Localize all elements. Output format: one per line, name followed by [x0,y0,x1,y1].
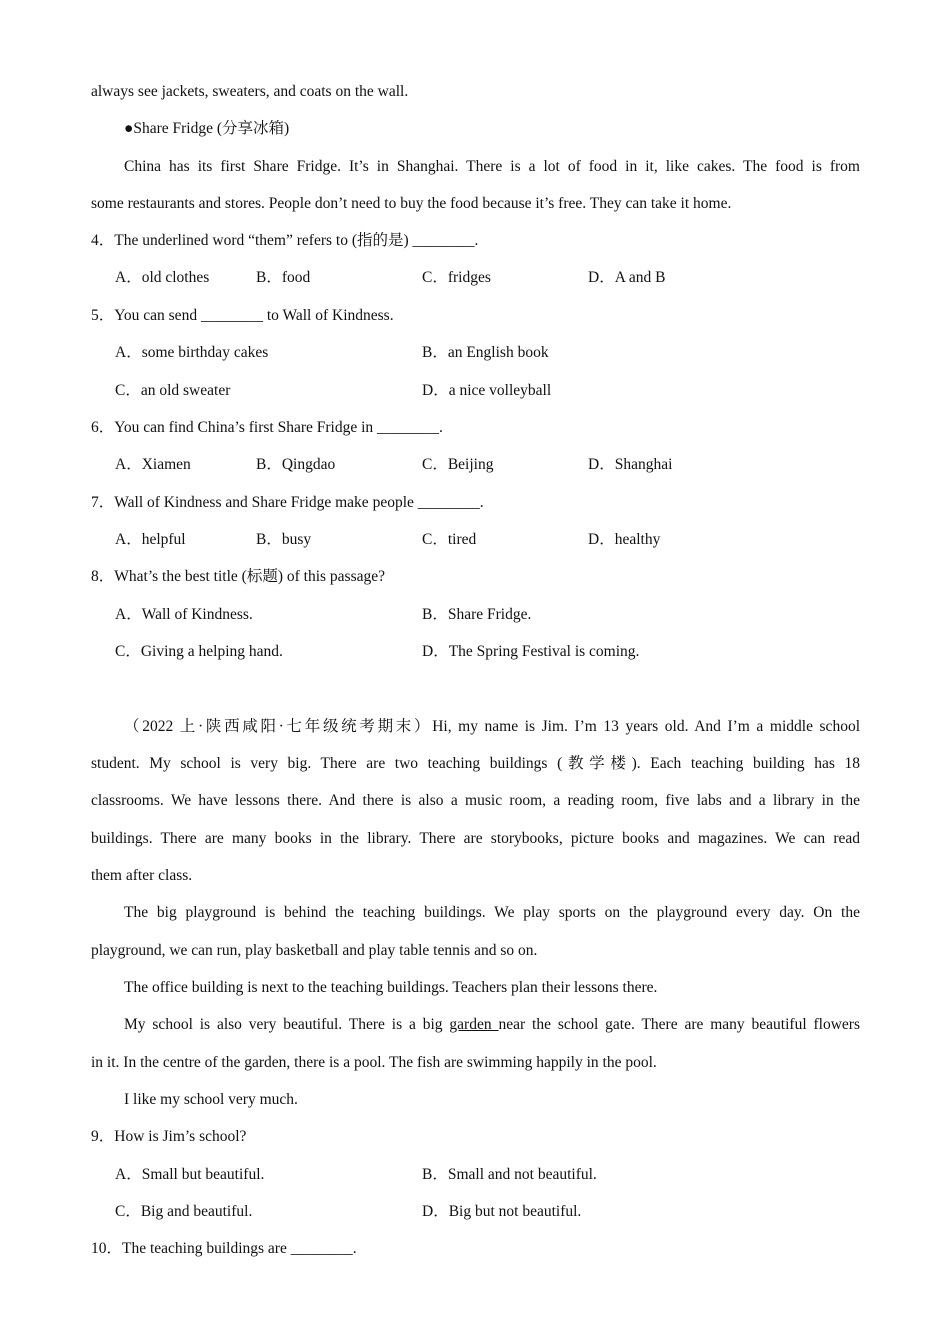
text-line: The office building is next to the teaching buildings. Teachers plan their lessons there. [124,979,658,996]
option: A．Wall of Kindness. [115,606,253,623]
text-span: near the school gate. There are many beautiful flowers [498,1016,860,1033]
option: A．some birthday cakes [115,344,269,361]
text-span: My school is also very beautiful. There is a big [124,1016,450,1033]
option: B．Share Fridge. [422,606,532,623]
question-stem: 10．The teaching buildings are ________. [91,1240,357,1257]
text-line: The big playground is behind the teaching buildings. We play sports on the playground every day. On the [124,904,860,921]
option: A．Small but beautiful. [115,1166,265,1183]
option: D．a nice volleyball [422,382,552,399]
question-stem: 5．You can send ________ to Wall of Kindness. [91,307,394,324]
text-line: some restaurants and stores. People don’t need to buy the food because it’s free. They can take it home. [91,195,732,212]
text-line: in it. In the centre of the garden, there is a pool. The fish are swimming happily in the pool. [91,1054,657,1071]
text-line: China has its first Share Fridge. It’s in Shanghai. There is a lot of food in it, like cakes. The food is from [124,158,860,175]
option: C．fridges [422,269,491,286]
option: B．Qingdao [256,456,336,473]
text-line: I like my school very much. [124,1091,298,1108]
option: A．old clothes [115,269,210,286]
text-line: always see jackets, sweaters, and coats on the wall. [91,83,409,100]
text-line: （2022 上·陕西咸阳·七年级统考期末）Hi, my name is Jim. I’m 13 years old. And I’m a middle school [124,718,860,735]
question-stem: 7．Wall of Kindness and Share Fridge make people ________. [91,494,484,511]
option: B．an English book [422,344,549,361]
option: D．A and B [588,269,666,286]
text-line: buildings. There are many books in the library. There are storybooks, picture books and magazines. We can read [91,830,860,847]
option: C．Big and beautiful. [115,1203,253,1220]
option: C．Giving a helping hand. [115,643,283,660]
question-stem: 4．The underlined word “them” refers to (指的是) ________. [91,232,479,249]
option: D．Big but not beautiful. [422,1203,582,1220]
underlined-word: garden [449,1016,499,1033]
section-heading: ●Share Fridge (分享冰箱) [124,120,290,137]
text-line: playground, we can run, play basketball and play table tennis and so on. [91,942,538,959]
option: A．Xiamen [115,456,191,473]
option: C．Beijing [422,456,494,473]
question-stem: 9．How is Jim’s school? [91,1128,247,1145]
option: D．Shanghai [588,456,673,473]
option: B．Small and not beautiful. [422,1166,597,1183]
text-line [124,1015,860,1035]
option: B．food [256,269,311,286]
question-stem: 8．What’s the best title (标题) of this passage? [91,568,386,585]
text-line: classrooms. We have lessons there. And there is also a music room, a reading room, five labs and a library in the [91,792,860,809]
option: D．healthy [588,531,661,548]
option: C．tired [422,531,477,548]
option: A．helpful [115,531,186,548]
text-line: student. My school is very big. There are two teaching buildings (教学楼). Each teaching building has 18 [91,755,860,772]
option: B．busy [256,531,312,548]
option: C．an old sweater [115,382,231,399]
question-stem: 6．You can find China’s first Share Fridge in ________. [91,419,443,436]
text-line: them after class. [91,867,193,884]
option: D．The Spring Festival is coming. [422,643,640,660]
